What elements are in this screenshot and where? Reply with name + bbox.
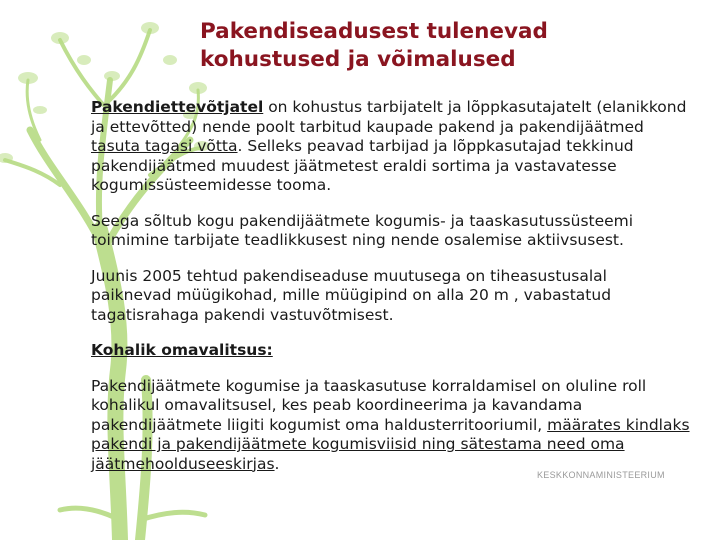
section-heading: Kohalik omavalitsus:	[91, 341, 273, 359]
ministry-logo-text: KESKKONNAMINISTEERIUM	[537, 470, 665, 480]
paragraph-text: .	[274, 454, 280, 473]
paragraph-text: on kohustus tarbijatelt ja lõppkasutajatelt (elanikkond ja ettevõtted) nende poolt tarbitud kaupade pakend ja pakendijäätmed	[91, 98, 687, 136]
paragraph-local-government	[91, 377, 691, 475]
slide-title	[200, 18, 680, 74]
emphasis-text: määrates kindlaks pakendi ja pakendijäätmete kogumisviisid ning sätestama need oma jäätmehoolduseeskirjas	[91, 415, 690, 473]
paragraph-text: Pakendijäätmete kogumise ja taaskasutuse korraldamisel on oluline roll kohalikul omavalitsusel, kes peab koordineerima ja kavandama pakendijäätmete liigiti kogumist oma haldusterritooriumil,	[91, 376, 647, 434]
emphasis-text: tasuta tagasi võtta	[91, 137, 238, 155]
paragraph-obligations	[91, 98, 691, 196]
lead-term: Pakendiettevõtjatel	[91, 98, 264, 116]
paragraph-text: . Selleks peavad tarbijad ja lõppkasutajad tekkinud pakendijäätmed muudest jäätmetest eraldi sortima ja vastavatesse kogumissüsteemidesse tooma.	[91, 137, 634, 194]
title-line-1: Pakendiseadusest tulenevad	[200, 19, 548, 44]
paragraph-awareness: Seega sõltub kogu pakendijäätmete kogumis- ja taaskasutussüsteemi toimimine tarbijate teadlikkusest ning nende osalemise aktiivsusest.	[91, 211, 634, 249]
paragraph-2005-amendment: Juunis 2005 tehtud pakendiseaduse muutusega on tiheasustusalal paiknevad müügikohad, mille müügipind on alla 20 m , vabastatud tagatisrahaga pakendi vastuvõtmisest.	[91, 266, 612, 324]
slide-body	[91, 98, 691, 492]
title-line-2: kohustused ja võimalused	[200, 47, 516, 72]
